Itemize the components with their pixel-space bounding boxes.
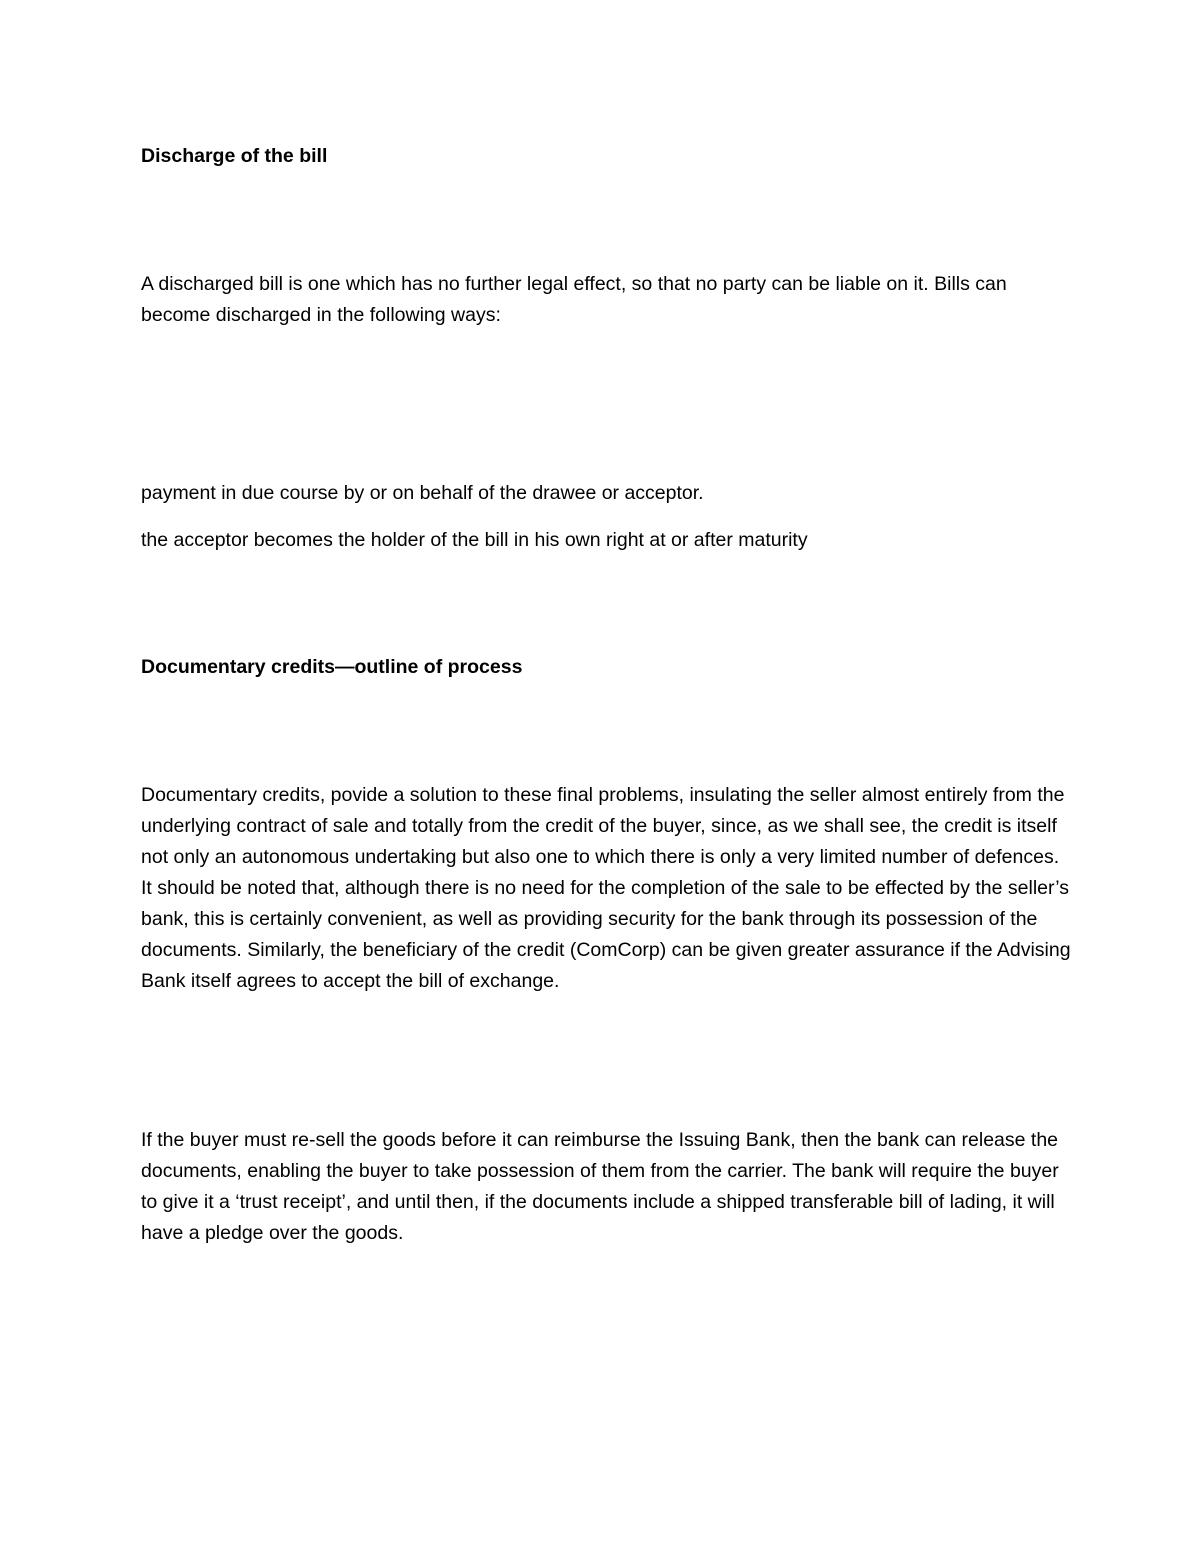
list-item-acceptor: the acceptor becomes the holder of the bill in his own right at or after maturity — [141, 529, 808, 551]
section-heading-documentary-credits: Documentary credits—outline of process — [141, 656, 523, 678]
section-heading-discharge: Discharge of the bill — [141, 145, 328, 167]
paragraph-discharged-bill: A discharged bill is one which has no further legal effect, so that no party can be liable on it. Bills can become discharged in the following ways: — [141, 273, 1007, 326]
list-item-payment: payment in due course by or on behalf of the drawee or acceptor. — [141, 482, 704, 504]
paragraph-documentary-credits: Documentary credits, povide a solution to these final problems, insulating the seller almost entirely from the underlying contract of sale and totally from the credit of the buyer, since, as we shall see, the credit is itself not only an autonomous undertaking but also one to which there is only a very limited number of defences. It should be noted that, although there is no need for the completion of the sale to be effected by the seller’s bank, this is certainly convenient, as well as providing security for the bank through its possession of the documents. Similarly, the beneficiary of the credit (ComCorp) can be given greater assurance if the Advising Bank itself agrees to accept the bill of exchange. — [141, 784, 1071, 992]
paragraph-trust-receipt: If the buyer must re-sell the goods before it can reimburse the Issuing Bank, then the bank can release the documents, enabling the buyer to take possession of them from the carrier. The bank will require the buyer to give it a ‘trust receipt’, and until then, if the documents include a shipped transferable bill of lading, it will have a pledge over the goods. — [141, 1129, 1059, 1244]
